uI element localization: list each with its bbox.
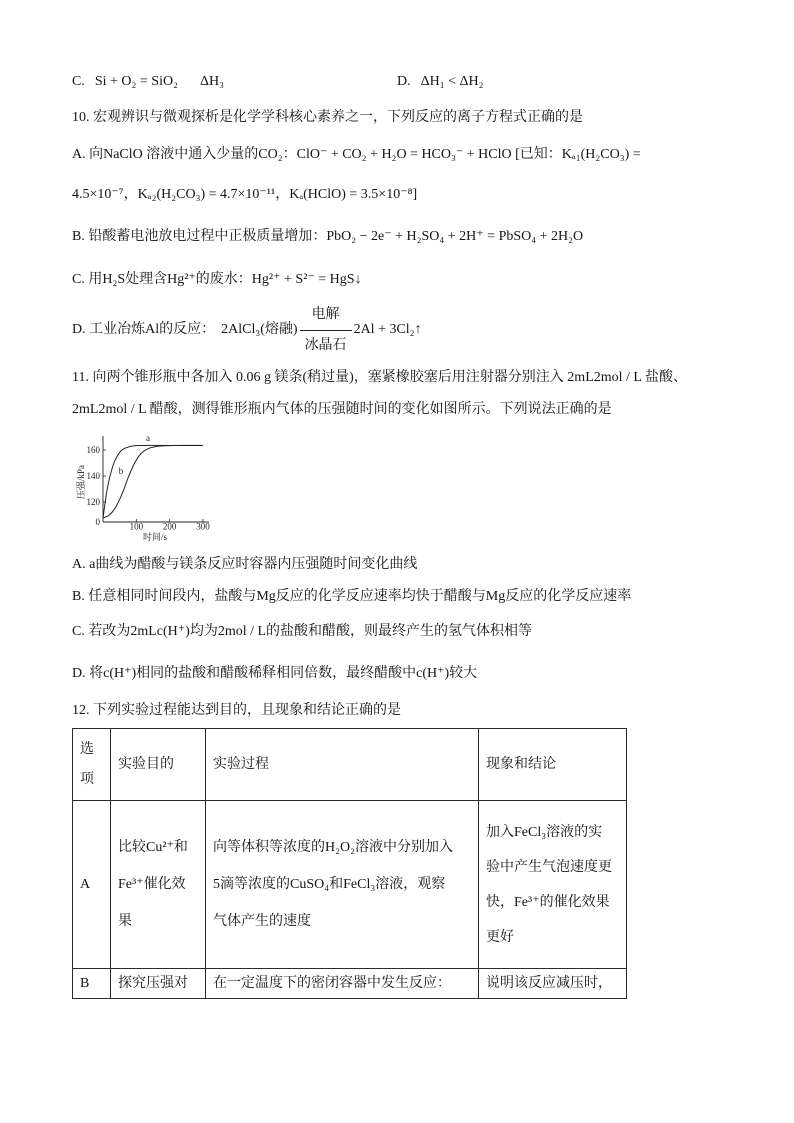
- cell-option: [73, 969, 111, 999]
- condition-below: 冰晶石: [304, 337, 347, 353]
- table-row: [73, 801, 627, 969]
- x-axis-label: 时间/s: [142, 532, 168, 542]
- cell-option: [73, 801, 111, 969]
- table-row: [73, 969, 627, 999]
- cell-procedure: [206, 969, 479, 999]
- pressure-curve-a: [103, 445, 203, 518]
- q9-option-c: [72, 72, 224, 92]
- cell-text: B: [80, 975, 90, 991]
- x-tick-label: 200: [162, 521, 177, 532]
- q12-stem: 12. 下列实验过程能达到目的，且现象和结论正确的是: [72, 703, 401, 718]
- header-text: 实验目的: [118, 756, 174, 772]
- cell-purpose: [111, 801, 206, 969]
- q10-stem: 10. 宏观辨识与微观探析是化学学科核心素养之一，下列反应的离子方程式正确的是: [72, 110, 583, 125]
- cell-text: 比较Cu²⁺和: [118, 840, 188, 855]
- reaction-condition: [300, 307, 352, 354]
- q10-option-b: B. 铅酸蓄电池放电过程中正极质量增加：PbO₂ − 2e⁻ + H₂SO₄ + 2H⁺ = PbSO₄ + 2H₂O: [72, 229, 584, 244]
- curve-label-b: b: [118, 466, 124, 476]
- cell-result: [479, 969, 627, 999]
- y-tick-label: 160: [86, 445, 100, 456]
- x-tick-label: 100: [129, 521, 144, 532]
- product: 2Al + 3Cl₂↑: [353, 322, 422, 337]
- x-tick-label: 300: [196, 521, 210, 532]
- header-text: 现象和结论: [486, 756, 556, 772]
- cell-text: 果: [118, 914, 132, 929]
- equation: Si + O₂ = SiO₂: [94, 74, 178, 89]
- cell-text: A: [80, 876, 91, 892]
- q11-stem-line2: 2mL2mol / L 醋酸，测得锥形瓶内气体的压强随时间的变化如图所示。下列说法正确的是: [72, 402, 612, 417]
- cell-text: 探究压强对: [118, 975, 188, 991]
- cell-text: Fe³⁺催化效: [118, 877, 186, 892]
- pressure-time-chart: [66, 428, 216, 544]
- cell-text: 在一定温度下的密闭容器中发生反应：: [213, 975, 451, 991]
- y-tick-label: 0: [95, 517, 100, 528]
- cell-text: 验中产生气泡速度更: [486, 859, 612, 875]
- q9-option-d: [397, 72, 484, 92]
- q10-option-a-line2: 4.5×10⁻⁷，Kₐ₂(H₂CO₃) = 4.7×10⁻¹¹，Kₐ(HClO) = 3.5×10⁻⁸]: [72, 187, 418, 202]
- cell-text: 5滴等浓度的CuSO₄和FeCl₃溶液，观察: [213, 877, 446, 892]
- q11-option-a: A. a曲线为醋酸与镁条反应时容器内压强随时间变化曲线: [72, 557, 418, 572]
- q11-option-b: B. 任意相同时间段内，盐酸与Mg反应的化学反应速率均快于醋酸与Mg反应的化学反应速率: [72, 589, 632, 604]
- reactant: 2AlCl₃(熔融): [221, 322, 298, 337]
- q10-option-c: C. 用H₂S处理含Hg²⁺的废水：Hg²⁺ + S²⁻ = HgS↓: [72, 272, 362, 287]
- y-tick-label: 120: [86, 497, 100, 508]
- q11-option-c: C. 若改为2mLc(H⁺)均为2mol / L的盐酸和醋酸，则最终产生的氢气体积相等: [72, 624, 533, 639]
- y-axis-label: 压强/kPa: [76, 464, 86, 500]
- header-procedure: [206, 729, 479, 801]
- cell-text: 说明该反应减压时，: [486, 975, 612, 991]
- header-text: 实验过程: [213, 756, 269, 772]
- option-label: D.: [397, 74, 411, 89]
- condition-above: 电解: [311, 306, 340, 322]
- reaction-line: [300, 330, 352, 331]
- option-text: ΔH₁ < ΔH₂: [420, 74, 484, 89]
- q11-stem-line1: 11. 向两个锥形瓶中各加入 0.06 g 镁条(稍过量)，塞紧橡胶塞后用注射器分别注入 2mL2mol / L 盐酸、: [72, 370, 687, 385]
- option-label: C.: [72, 74, 85, 89]
- q11-option-d: D. 将c(H⁺)相同的盐酸和醋酸稀释相同倍数，最终醋酸中c(H⁺)较大: [72, 666, 478, 681]
- y-tick-label: 140: [86, 471, 100, 482]
- header-text: 项: [80, 771, 94, 787]
- header-result: [479, 729, 627, 801]
- q10-option-d: [72, 304, 422, 356]
- cell-text: 加入FeCl₃溶液的实: [486, 824, 603, 840]
- enthalpy-symbol: ΔH₃: [199, 74, 224, 89]
- cell-procedure: [206, 801, 479, 969]
- option-d-prefix: D. 工业冶炼Al的反应：: [72, 322, 216, 337]
- q10-option-a-line1: A. 向NaClO 溶液中通入少量的CO₂：ClO⁻ + CO₂ + H₂O = HCO₃⁻ + HClO [已知：Kₐ₁(H₂CO₃) =: [72, 147, 641, 162]
- header-purpose: [111, 729, 206, 801]
- table-header-row: [73, 729, 627, 801]
- cell-text: 更好: [486, 929, 514, 945]
- header-option: [73, 729, 111, 801]
- cell-purpose: [111, 969, 206, 999]
- experiment-table: [72, 728, 627, 999]
- cell-text: 快，Fe³⁺的催化效果: [486, 894, 610, 910]
- header-text: 选: [80, 741, 94, 757]
- cell-text: 气体产生的速度: [213, 914, 311, 929]
- cell-text: 向等体积等浓度的H₂O₂溶液中分别加入: [213, 840, 453, 855]
- cell-result: [479, 801, 627, 969]
- pressure-curve-b: [103, 445, 203, 518]
- curve-label-a: a: [146, 433, 150, 443]
